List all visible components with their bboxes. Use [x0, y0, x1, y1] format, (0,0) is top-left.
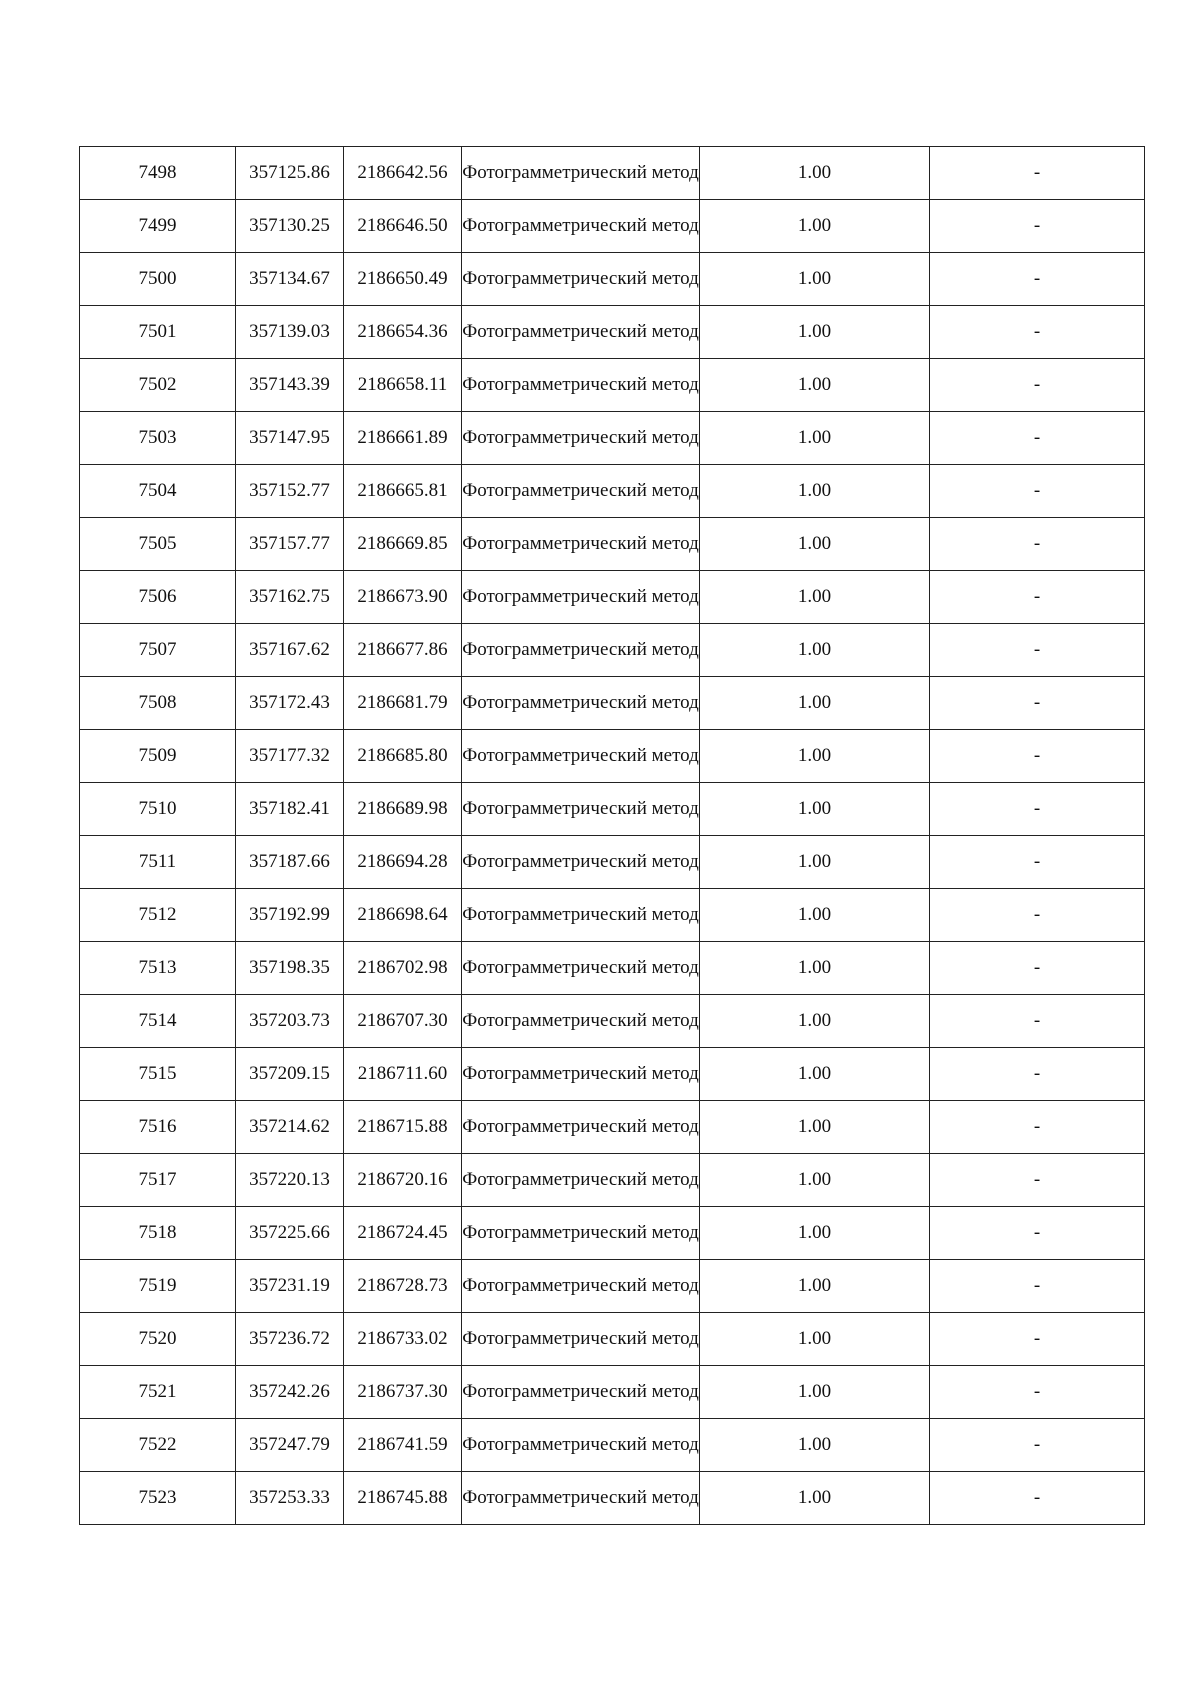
y-coordinate-cell: 2186741.59	[344, 1419, 462, 1472]
table-row	[80, 783, 1145, 836]
note-cell: -	[930, 1419, 1145, 1472]
table-row	[80, 889, 1145, 942]
method-cell: Фотограмметрический метод	[462, 1419, 700, 1472]
method-cell: Фотограмметрический метод	[462, 836, 700, 889]
note-cell: -	[930, 518, 1145, 571]
y-coordinate-cell: 2186673.90	[344, 571, 462, 624]
y-coordinate-cell: 2186694.28	[344, 836, 462, 889]
point-number-cell: 7513	[80, 942, 236, 995]
point-number-cell: 7499	[80, 200, 236, 253]
x-coordinate-cell: 357130.25	[236, 200, 344, 253]
x-coordinate-cell: 357143.39	[236, 359, 344, 412]
x-coordinate-cell: 357214.62	[236, 1101, 344, 1154]
note-cell: -	[930, 1472, 1145, 1525]
y-coordinate-cell: 2186646.50	[344, 200, 462, 253]
x-coordinate-cell: 357253.33	[236, 1472, 344, 1525]
accuracy-cell: 1.00	[700, 1419, 930, 1472]
method-cell: Фотограмметрический метод	[462, 1154, 700, 1207]
table-row	[80, 730, 1145, 783]
point-number-cell: 7500	[80, 253, 236, 306]
y-coordinate-cell: 2186642.56	[344, 147, 462, 200]
note-cell: -	[930, 147, 1145, 200]
note-cell: -	[930, 1366, 1145, 1419]
y-coordinate-cell: 2186715.88	[344, 1101, 462, 1154]
accuracy-cell: 1.00	[700, 518, 930, 571]
note-cell: -	[930, 677, 1145, 730]
method-cell: Фотограмметрический метод	[462, 571, 700, 624]
point-number-cell: 7506	[80, 571, 236, 624]
method-cell: Фотограмметрический метод	[462, 359, 700, 412]
note-cell: -	[930, 200, 1145, 253]
coordinates-table-body	[80, 147, 1145, 1525]
method-cell: Фотограмметрический метод	[462, 1048, 700, 1101]
point-number-cell: 7518	[80, 1207, 236, 1260]
note-cell: -	[930, 836, 1145, 889]
table-row	[80, 836, 1145, 889]
x-coordinate-cell: 357162.75	[236, 571, 344, 624]
note-cell: -	[930, 1313, 1145, 1366]
y-coordinate-cell: 2186681.79	[344, 677, 462, 730]
point-number-cell: 7498	[80, 147, 236, 200]
note-cell: -	[930, 306, 1145, 359]
accuracy-cell: 1.00	[700, 412, 930, 465]
point-number-cell: 7519	[80, 1260, 236, 1313]
point-number-cell: 7502	[80, 359, 236, 412]
point-number-cell: 7505	[80, 518, 236, 571]
accuracy-cell: 1.00	[700, 624, 930, 677]
method-cell: Фотограмметрический метод	[462, 677, 700, 730]
y-coordinate-cell: 2186698.64	[344, 889, 462, 942]
accuracy-cell: 1.00	[700, 1154, 930, 1207]
table-row	[80, 253, 1145, 306]
method-cell: Фотограмметрический метод	[462, 412, 700, 465]
method-cell: Фотограмметрический метод	[462, 1101, 700, 1154]
note-cell: -	[930, 730, 1145, 783]
point-number-cell: 7503	[80, 412, 236, 465]
accuracy-cell: 1.00	[700, 1101, 930, 1154]
method-cell: Фотограмметрический метод	[462, 147, 700, 200]
x-coordinate-cell: 357167.62	[236, 624, 344, 677]
table-row	[80, 306, 1145, 359]
accuracy-cell: 1.00	[700, 253, 930, 306]
x-coordinate-cell: 357125.86	[236, 147, 344, 200]
note-cell: -	[930, 1101, 1145, 1154]
point-number-cell: 7520	[80, 1313, 236, 1366]
point-number-cell: 7504	[80, 465, 236, 518]
note-cell: -	[930, 1048, 1145, 1101]
x-coordinate-cell: 357242.26	[236, 1366, 344, 1419]
y-coordinate-cell: 2186661.89	[344, 412, 462, 465]
table-row	[80, 200, 1145, 253]
coordinates-table	[79, 146, 1145, 1525]
table-row	[80, 942, 1145, 995]
y-coordinate-cell: 2186689.98	[344, 783, 462, 836]
note-cell: -	[930, 359, 1145, 412]
y-coordinate-cell: 2186745.88	[344, 1472, 462, 1525]
table-row	[80, 624, 1145, 677]
table-row	[80, 1207, 1145, 1260]
point-number-cell: 7522	[80, 1419, 236, 1472]
x-coordinate-cell: 357134.67	[236, 253, 344, 306]
point-number-cell: 7509	[80, 730, 236, 783]
note-cell: -	[930, 1260, 1145, 1313]
point-number-cell: 7501	[80, 306, 236, 359]
y-coordinate-cell: 2186665.81	[344, 465, 462, 518]
point-number-cell: 7523	[80, 1472, 236, 1525]
point-number-cell: 7517	[80, 1154, 236, 1207]
accuracy-cell: 1.00	[700, 1472, 930, 1525]
note-cell: -	[930, 889, 1145, 942]
x-coordinate-cell: 357139.03	[236, 306, 344, 359]
point-number-cell: 7511	[80, 836, 236, 889]
point-number-cell: 7514	[80, 995, 236, 1048]
y-coordinate-cell: 2186658.11	[344, 359, 462, 412]
y-coordinate-cell: 2186702.98	[344, 942, 462, 995]
x-coordinate-cell: 357220.13	[236, 1154, 344, 1207]
method-cell: Фотограмметрический метод	[462, 942, 700, 995]
method-cell: Фотограмметрический метод	[462, 200, 700, 253]
accuracy-cell: 1.00	[700, 147, 930, 200]
method-cell: Фотограмметрический метод	[462, 1366, 700, 1419]
method-cell: Фотограмметрический метод	[462, 518, 700, 571]
table-row	[80, 465, 1145, 518]
x-coordinate-cell: 357231.19	[236, 1260, 344, 1313]
note-cell: -	[930, 412, 1145, 465]
x-coordinate-cell: 357198.35	[236, 942, 344, 995]
y-coordinate-cell: 2186737.30	[344, 1366, 462, 1419]
table-row	[80, 1366, 1145, 1419]
y-coordinate-cell: 2186669.85	[344, 518, 462, 571]
point-number-cell: 7510	[80, 783, 236, 836]
method-cell: Фотограмметрический метод	[462, 995, 700, 1048]
method-cell: Фотограмметрический метод	[462, 730, 700, 783]
note-cell: -	[930, 783, 1145, 836]
y-coordinate-cell: 2186685.80	[344, 730, 462, 783]
x-coordinate-cell: 357172.43	[236, 677, 344, 730]
x-coordinate-cell: 357157.77	[236, 518, 344, 571]
accuracy-cell: 1.00	[700, 1207, 930, 1260]
note-cell: -	[930, 465, 1145, 518]
x-coordinate-cell: 357147.95	[236, 412, 344, 465]
method-cell: Фотограмметрический метод	[462, 1260, 700, 1313]
x-coordinate-cell: 357187.66	[236, 836, 344, 889]
method-cell: Фотограмметрический метод	[462, 783, 700, 836]
accuracy-cell: 1.00	[700, 783, 930, 836]
table-row	[80, 1154, 1145, 1207]
table-row	[80, 412, 1145, 465]
point-number-cell: 7516	[80, 1101, 236, 1154]
note-cell: -	[930, 1207, 1145, 1260]
x-coordinate-cell: 357236.72	[236, 1313, 344, 1366]
note-cell: -	[930, 1154, 1145, 1207]
accuracy-cell: 1.00	[700, 1260, 930, 1313]
point-number-cell: 7512	[80, 889, 236, 942]
y-coordinate-cell: 2186733.02	[344, 1313, 462, 1366]
table-row	[80, 1101, 1145, 1154]
y-coordinate-cell: 2186724.45	[344, 1207, 462, 1260]
x-coordinate-cell: 357225.66	[236, 1207, 344, 1260]
method-cell: Фотограмметрический метод	[462, 889, 700, 942]
x-coordinate-cell: 357247.79	[236, 1419, 344, 1472]
method-cell: Фотограмметрический метод	[462, 306, 700, 359]
accuracy-cell: 1.00	[700, 730, 930, 783]
accuracy-cell: 1.00	[700, 465, 930, 518]
accuracy-cell: 1.00	[700, 200, 930, 253]
accuracy-cell: 1.00	[700, 1313, 930, 1366]
method-cell: Фотограмметрический метод	[462, 1472, 700, 1525]
y-coordinate-cell: 2186677.86	[344, 624, 462, 677]
accuracy-cell: 1.00	[700, 995, 930, 1048]
x-coordinate-cell: 357177.32	[236, 730, 344, 783]
method-cell: Фотограмметрический метод	[462, 253, 700, 306]
table-row	[80, 359, 1145, 412]
table-row	[80, 518, 1145, 571]
x-coordinate-cell: 357203.73	[236, 995, 344, 1048]
method-cell: Фотограмметрический метод	[462, 624, 700, 677]
method-cell: Фотограмметрический метод	[462, 465, 700, 518]
accuracy-cell: 1.00	[700, 306, 930, 359]
table-row	[80, 677, 1145, 730]
accuracy-cell: 1.00	[700, 889, 930, 942]
table-row	[80, 1048, 1145, 1101]
note-cell: -	[930, 571, 1145, 624]
table-row	[80, 1472, 1145, 1525]
method-cell: Фотограмметрический метод	[462, 1313, 700, 1366]
note-cell: -	[930, 253, 1145, 306]
accuracy-cell: 1.00	[700, 836, 930, 889]
point-number-cell: 7515	[80, 1048, 236, 1101]
point-number-cell: 7521	[80, 1366, 236, 1419]
table-row	[80, 147, 1145, 200]
note-cell: -	[930, 995, 1145, 1048]
accuracy-cell: 1.00	[700, 359, 930, 412]
y-coordinate-cell: 2186654.36	[344, 306, 462, 359]
note-cell: -	[930, 624, 1145, 677]
x-coordinate-cell: 357209.15	[236, 1048, 344, 1101]
table-row	[80, 571, 1145, 624]
x-coordinate-cell: 357152.77	[236, 465, 344, 518]
accuracy-cell: 1.00	[700, 942, 930, 995]
table-row	[80, 995, 1145, 1048]
y-coordinate-cell: 2186650.49	[344, 253, 462, 306]
y-coordinate-cell: 2186707.30	[344, 995, 462, 1048]
point-number-cell: 7508	[80, 677, 236, 730]
point-number-cell: 7507	[80, 624, 236, 677]
method-cell: Фотограмметрический метод	[462, 1207, 700, 1260]
table-row	[80, 1313, 1145, 1366]
accuracy-cell: 1.00	[700, 571, 930, 624]
table-row	[80, 1419, 1145, 1472]
note-cell: -	[930, 942, 1145, 995]
y-coordinate-cell: 2186728.73	[344, 1260, 462, 1313]
accuracy-cell: 1.00	[700, 677, 930, 730]
accuracy-cell: 1.00	[700, 1366, 930, 1419]
table-row	[80, 1260, 1145, 1313]
accuracy-cell: 1.00	[700, 1048, 930, 1101]
x-coordinate-cell: 357182.41	[236, 783, 344, 836]
y-coordinate-cell: 2186720.16	[344, 1154, 462, 1207]
y-coordinate-cell: 2186711.60	[344, 1048, 462, 1101]
x-coordinate-cell: 357192.99	[236, 889, 344, 942]
